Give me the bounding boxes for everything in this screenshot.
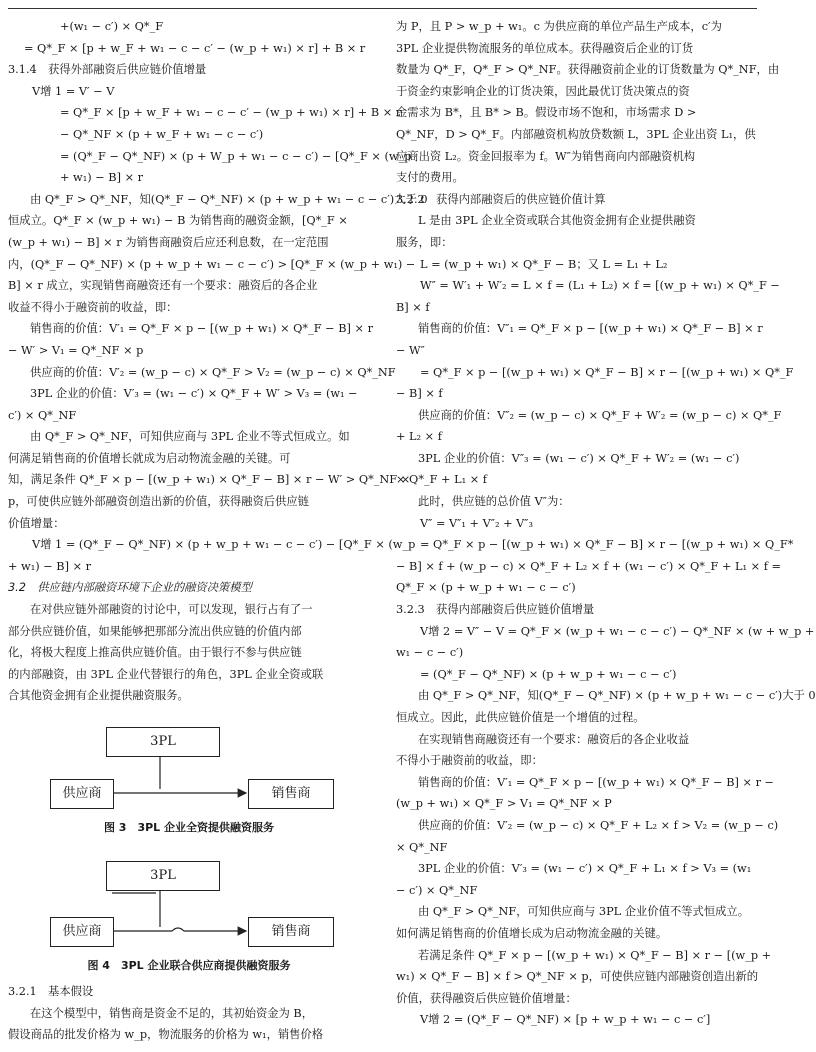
body-text: 由 Q*_F > Q*_NF，可知供应商与 3PL 企业价值不等式恒成立。 [418,905,750,919]
body-text: × Q*_NF [396,840,448,854]
body-text: 不得小于融资前的收益，即： [396,754,543,768]
body-text: 化，将极大程度上推高供应链价值。由于银行不参与供应链 [8,646,302,660]
body-text: 服务，即： [396,235,453,249]
equation-line: = (Q*_F − Q*_NF) × (p + W_p + w₁ − c − c′) − [Q*_F × (w_p [60,149,412,163]
equation-line: w₁ − c − c′) [396,646,464,660]
body-text: c′) × Q*_NF [8,408,77,422]
section-heading: 3.2.1 基本假设 [8,985,94,998]
section-heading: 3.1.4 获得外部融资后供应链价值增量 [8,63,207,77]
body-text: p，可使供应链外部融资创造出新的价值，获得融资后供应链 [8,495,309,509]
body-text: 恒成立。因此，此供应链价值是一个增值的过程。 [396,711,645,724]
body-text: 供应商的价值：V′₂ = (w_p − c) × Q*_F + L₂ × f > V₂ = (w_p − c) [418,818,779,832]
equation-line: Q*_F × (p + w_p + w₁ − c − c′) [396,581,576,595]
equation-line: W″ = W′₁ + W′₂ = L × f = (L₁ + L₂) × f = [(w_p + w₁) × Q*_F − [420,279,780,293]
body-text: (w_p + w₁) − B] × r 为销售商融资后应还利息数，在一定范围 [8,235,329,249]
equation-line: + w₁) − B] × r [60,171,144,185]
body-text: (w_p + w₁) × Q*_F > V₁ = Q*_NF × P [396,797,612,811]
body-text: 3PL 企业的价值：V′₃ = (w₁ − c′) × Q*_F + L₁ × f > V₃ = (w₁ [418,862,752,876]
body-text: 价值，获得融资后供应链价值增量： [396,991,577,1005]
body-text: − W′ > V₁ = Q*_NF × p [8,343,144,357]
body-text: 销售商的价值：V″₁ = Q*_F × p − [(w_p + w₁) × Q*_F − B] × r [418,322,763,336]
body-text: 由 Q*_F > Q*_NF，可知供应商与 3PL 企业不等式恒成立。如 [30,430,350,444]
equation-line: = Q*_F × p − [(w_p + w₁) × Q*_F − B] × r − [(w_p + w₁) × Q*_F [420,365,794,379]
body-text: 何满足销售商的价值增长就成为启动物流金融的关键。可 [8,451,291,465]
body-text: 3PL 企业提供物流服务的单位成本。获得融资后企业的订货 [396,41,694,55]
body-text: 由 Q*_F > Q*_NF，知(Q*_F − Q*_NF) × (p + w_p + w₁ − c − c′)大于 0 [418,689,816,703]
equation-line: = Q*_F × [p + w_F + w₁ − c − c′ − (w_p + w₁) × r] + B × r [24,41,366,55]
box-3pl: 3PL [106,861,220,891]
body-text: 于资金约束影响企业的订货决策，因此最优订货决策点的资 [396,84,690,98]
equation-line: = Q*_F × [p + w_F + w₁ − c − c′ − (w_p + w₁) × r] + B × r [60,106,402,120]
body-text: L 是由 3PL 企业全资或联合其他资金拥有企业提供融资 [418,214,696,228]
body-text: 内，(Q*_F − Q*_NF) × (p + w_p + w₁ − c − c′) > [Q*_F × (w_p + w₁) − [8,257,416,271]
body-text: + L₂ × f [396,430,442,444]
figure-4 [8,847,370,979]
body-text: 假设商品的批发价格为 w_p，物流服务的价格为 w₁，销售价格 [8,1028,324,1042]
body-text: 供应商的价值：V″₂ = (w_p − c) × Q*_F + W′₂ = (w_p − c) × Q*_F [418,408,782,422]
figure-3-caption: 图 3 3PL 企业全资提供融资服务 [103,821,275,834]
body-text: 金需求为 B*，且 B* > B。假设市场不饱和，市场需求 D > [396,106,697,120]
figure-3 [8,717,370,843]
equation-line: + w₁) − B] × r [8,559,92,573]
equation-line: V″ = V″₁ + V″₂ + V″₃ [420,516,534,530]
equation-line: V增 1 = (Q*_F − Q*_NF) × (p + w_p + w₁ − c − c′) − [Q*_F × (w_p [32,538,416,552]
body-text: 由 Q*_F > Q*_NF，知(Q*_F − Q*_NF) × (p + w_p + w₁ − c − c′)大于 0 [30,192,428,206]
box-seller: 销售商 [248,917,334,947]
body-text: 此时，供应链的总价值 V″为： [418,495,570,509]
body-text: 供应商的价值：V′₂ = (w_p − c) × Q*_F > V₂ = (w_p − c) × Q*_NF [30,365,396,379]
equation-line: V增 1 = V′ − V [32,84,115,98]
equation-line: = (Q*_F − Q*_NF) × (p + w_p + w₁ − c − c′) [420,667,677,681]
equation-line: V增 2 = (Q*_F − Q*_NF) × [p + w_p + w₁ − c − c′] [420,1013,711,1027]
body-text: B] × r 成立，实现销售商融资还有一个要求：融资后的各企业 [8,279,318,293]
box-supplier: 供应商 [50,779,114,809]
body-text: × Q*_F + L₁ × f [396,473,487,487]
body-text: 支付的费用。 [396,171,464,185]
right-column [396,16,816,1031]
body-text: − W″ [396,343,425,357]
body-text: 如何满足销售商的价值增长成为启动物流金融的关键。 [396,926,668,940]
equation-line: = Q*_F × p − [(w_p + w₁) × Q*_F − B] × r − [(w_p + w₁) × Q_F* [420,538,794,552]
equation-line: L = (w_p + w₁) × Q*_F − B；又 L = L₁ + L₂ [420,257,668,271]
box-supplier: 供应商 [50,917,114,947]
equation-line: − Q*_NF × (p + w_F + w₁ − c − c′) [60,127,264,141]
body-text: 在实现销售商融资还有一个要求：融资后的各企业收益 [418,732,690,746]
body-text: 3PL 企业的价值：V′₃ = (w₁ − c′) × Q*_F + W′ > V₃ = (w₁ − [30,387,358,401]
body-text: 的内部融资，由 3PL 企业代替银行的角色，3PL 企业全资或联 [8,667,324,681]
body-text: 在这个模型中，销售商是资金不足的，其初始资金为 B， [30,1006,314,1020]
box-seller: 销售商 [248,779,334,809]
body-text: 3PL 企业的价值：V″₃ = (w₁ − c′) × Q*_F + W′₂ = (w₁ − c′) [418,451,740,465]
body-text: 销售商的价值：V′₁ = Q*_F × p − [(w_p + w₁) × Q*_F − B] × r − [418,775,775,789]
body-text: 价值增量： [8,516,65,530]
section-heading: 3.2.2 获得内部融资后的供应链价值计算 [396,192,606,206]
body-text: w₁) × Q*_F − B] × f > Q*_NF × p，可使供应链内部融资创造出新的 [396,970,759,984]
figure-4-caption: 图 4 3PL 企业联合供应商提供融资服务 [87,959,291,972]
section-heading: 3.2 供应链内部融资环境下企业的融资决策模型 [8,581,252,595]
equation-line: B] × f [396,300,430,314]
body-text: − c′) × Q*_NF [396,883,478,897]
body-text: 若满足条件 Q*_F × p − [(w_p + w₁) × Q*_F − B] × r − [(w_p + [418,948,772,962]
page-header-rule [8,0,757,9]
body-text: 收益不得小于融资前的收益，即： [8,300,178,314]
body-text: 恒成立。Q*_F × (w_p + w₁) − B 为销售商的融资金额，[Q*_F × [8,214,348,228]
body-text: 在对供应链外部融资的讨论中，可以发现，银行占有了一 [30,603,313,617]
body-text: 部分供应链价值，如果能够把那部分流出供应链的价值内部 [8,624,302,638]
section-heading: 3.2.3 获得内部融资后供应链价值增量 [396,603,595,617]
body-text: 数量为 Q*_F，Q*_F > Q*_NF。获得融资前企业的订货数量为 Q*_NF，由 [396,63,780,77]
body-text: 应商出资 L₂。资金回报率为 f。W″为销售商向内部融资机构 [396,149,696,163]
body-text: 销售商的价值：V′₁ = Q*_F × p − [(w_p + w₁) × Q*_F − B] × r [30,322,373,336]
body-text: 合其他资金拥有企业提供融资服务。 [8,689,189,703]
equation-line: − B] × f + (w_p − c) × Q*_F + L₂ × f + (w₁ − c′) × Q*_F + L₁ × f = [396,559,781,573]
body-text: 知，满足条件 Q*_F × p − [(w_p + w₁) × Q*_F − B] × r − W′ > Q*_NF × [8,473,411,487]
equation-line: V增 2 = V″ − V = Q*_F × (w_p + w₁ − c − c′) − Q*_NF × (w + w_p + [420,624,815,638]
body-text: Q*_NF，D > Q*_F。内部融资机构放贷数额 L，3PL 企业出资 L₁，供 [396,127,756,141]
equation-line: − B] × f [396,387,443,401]
box-3pl: 3PL [106,727,220,757]
body-text: 为 P，且 P > w_p + w₁。c 为供应商的单位产品生产成本，c′为 [396,20,722,33]
equation-line: +(w₁ − c′) × Q*_F [60,20,164,33]
